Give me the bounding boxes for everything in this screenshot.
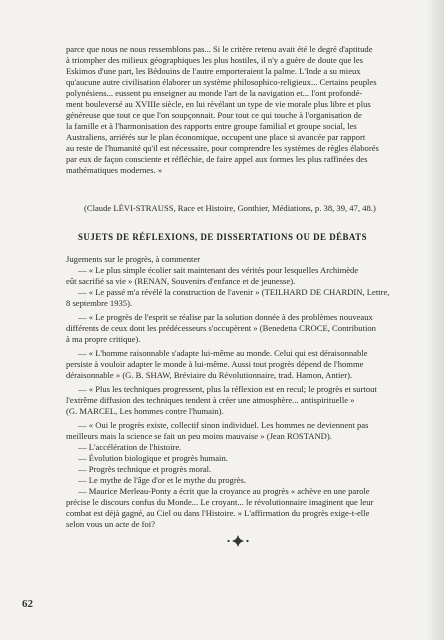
quote-line: mathématiques modernes. » <box>66 165 163 175</box>
fleuron-ornament-icon <box>208 534 268 548</box>
subject-line: précise le discours confus du Monde... Le croyant... le révolutionnaire imaginent que leur <box>66 497 374 507</box>
subject-line: déraisonnable » (G. B. SHAW, Bréviaire du Révolutionnaire, trad. Hamon, Antier). <box>66 370 353 380</box>
source-citation: (Claude LÉVI-STRAUSS, Race et Histoire, Gonthier, Médiations, p. 38, 39, 47, 48.) <box>84 203 376 213</box>
subject-line: combat est déjà gagné, au Ciel ou dans l'Histoire. » L'affirmation du progrès exige-t-elle <box>66 508 370 518</box>
quote-line: polynésiens... eussent pu enseigner au monde l'art de la navigation et... l'ont profondé- <box>66 88 363 98</box>
subject-line: — « Le plus simple écolier sait maintenant des vérités pour lesquelles Archimède <box>78 265 359 275</box>
quote-line: par eux de façon consciente et réfléchie, de faire appel aux formes les plus raffinées des <box>66 154 368 164</box>
subject-line: — Le mythe de l'âge d'or et le mythe du progrès. <box>78 475 246 485</box>
subject-line: — L'accélération de l'histoire. <box>78 442 182 452</box>
subject-line: 8 septembre 1935). <box>66 298 133 308</box>
subject-line: eût sacrifié sa vie » (RENAN, Souvenirs d'enfance et de jeunesse). <box>66 276 296 286</box>
quote-line: la famille et à l'harmonisation des rapports entre groupe familial et groupe social, les <box>66 121 357 131</box>
subject-line: — « L'homme raisonnable s'adapte lui-même au monde. Celui qui est déraisonnable <box>78 348 368 358</box>
quote-line: généreuse que tout ce que l'on soupçonnait. Pour tout ce qui touche à l'organisation de <box>66 110 362 120</box>
subject-line: meilleurs mais la science se fait un peu moins mauvaise » (Jean ROSTAND). <box>66 431 332 441</box>
quote-line: ment bouleversé au XVIIIe siècle, en lui révélant un type de vie morale plus libre et plus <box>66 99 371 109</box>
page-number: 62 <box>22 598 33 610</box>
subject-line: — Progrès technique et progrès moral. <box>78 464 212 474</box>
subject-line: selon vous un acte de foi? <box>66 519 156 529</box>
subject-line: — « Le progrès de l'esprit se réalise par la solution donnée à des problèmes nouveaux <box>78 312 373 322</box>
page-binding-shadow <box>426 0 444 640</box>
quote-line: Eskimos d'une part, les Bédouins de l'autre emporteraient la palme. L'Inde a su mieux <box>66 66 361 76</box>
section-heading: SUJETS DE RÉFLEXIONS, DE DISSERTATIONS OU DE DÉBATS <box>78 232 368 242</box>
quote-line: Australiens, arriérés sur le plan économique, occupent une place si avancée par rapport <box>66 132 366 142</box>
subject-line: persiste à vouloir adapter le monde à lui-même. Aussi tout progrès dépend de l'homme <box>66 359 364 369</box>
subjects-intro: Jugements sur le progrès, à commenter <box>66 254 201 264</box>
subject-line: — Évolution biologique et progrès humain. <box>78 453 228 463</box>
subject-line: (G. MARCEL, Les hommes contre l'humain). <box>66 406 224 416</box>
subject-line: — Maurice Merleau-Ponty a écrit que la croyance au progrès « achève en une parole <box>78 486 370 496</box>
quote-line: qu'aucune autre civilisation élaborer un système philosophico-religieux... Certains peuples <box>66 77 377 87</box>
quote-line: à triompher des milieux géographiques les plus hostiles, il n'y a guère de doute que les <box>66 55 364 65</box>
quote-line: au reste de l'humanité qu'il est nécessaire, pour comprendre les systèmes de règles élaborés <box>66 143 379 153</box>
subject-line: différents de ceux dont les prédécesseurs s'occupèrent » (Benedetta CROCE, Contribution <box>66 323 376 333</box>
subject-line: — « Le passé m'a révélé la construction de l'avenir » (TEILHARD DE CHARDIN, Lettre, <box>78 287 390 297</box>
subject-line: l'extrême diffusion des techniques tendent à créer une atmosphère... antispirituelle » <box>66 395 355 405</box>
subject-line: à ma propre critique). <box>66 334 141 344</box>
subject-line: — « Oui le progrès existe, collectif sinon individuel. Les hommes ne deviennent pas <box>78 420 369 430</box>
subject-line: — « Plus les techniques progressent, plus la réflexion est en recul; le progrès et surtout <box>78 384 377 394</box>
quote-line: parce que nous ne nous ressemblons pas... Si le critère retenu avait été le degré d'aptitude <box>66 44 373 54</box>
